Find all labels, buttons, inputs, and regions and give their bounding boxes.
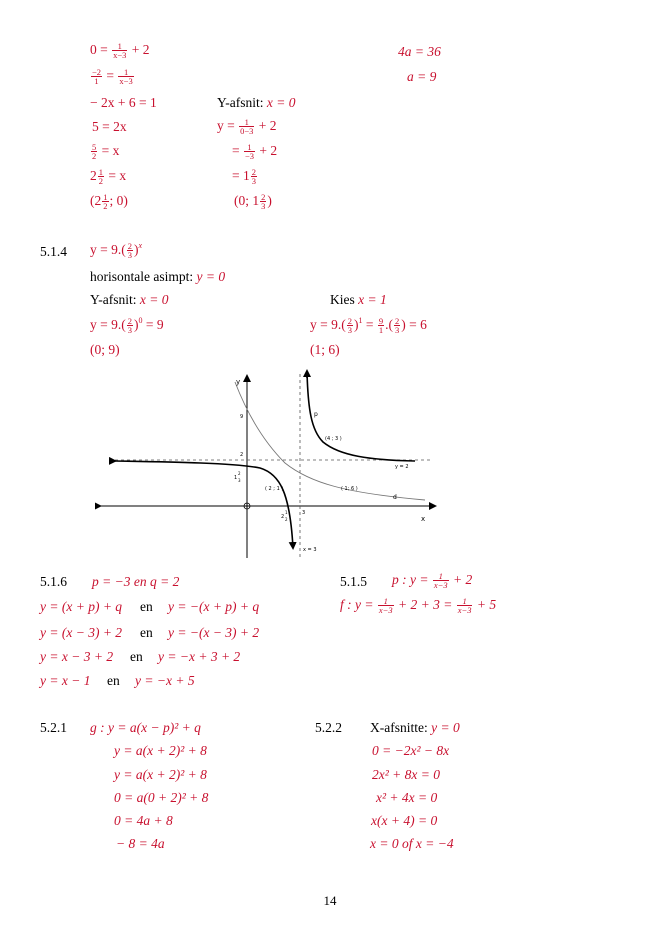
label-point-16: ( 1; 6 ): [341, 486, 358, 492]
line-5-1-6-b4: y = −x + 5: [135, 673, 195, 688]
line-5-1-6-b3: y = −x + 3 + 2: [158, 649, 241, 664]
section-5-1-5-line2: f : y = $\frac{1}{x-3}$ + 2 + 3 = $\frac{1}{x-3}$ + 5: [340, 596, 497, 616]
eq-line-1: 0 = $\frac{1}{x-3}$ + 2: [90, 41, 150, 61]
line-5-1-6-en2: en: [140, 625, 153, 640]
asimpt-line: horisontale asimpt: y = 0: [90, 269, 226, 284]
line-5-1-6-en3: en: [130, 649, 143, 664]
yafsnit-point: (0; 1 $\frac{2}{3}$ ): [234, 192, 272, 212]
line-5-1-6-a3: y = x − 3 + 2: [40, 649, 114, 664]
section-number-5-1-6: 5.1.6: [40, 574, 67, 589]
eq-line-3: − 2x + 6 = 1: [90, 95, 157, 110]
label-half-num: 1: [285, 510, 288, 515]
label-x-eq-3: x = 3: [303, 547, 317, 553]
line-5-2-2-3: x² + 4x = 0: [376, 790, 438, 805]
label-point-43: (4 ; 3 ): [325, 436, 342, 442]
label-two-thirds-den: 3: [238, 478, 241, 483]
label-two-half: 2: [281, 514, 285, 520]
line-5-1-6-b2: y = −(x − 3) + 2: [168, 625, 260, 640]
label-p: p: [314, 411, 318, 418]
section-number-5-1-5: 5.1.5: [340, 574, 367, 589]
point-1-6: (1; 6): [310, 342, 340, 357]
right-eq-1: 4a = 36: [398, 44, 441, 59]
eq-line-5: $\frac{5}{2}$ = x: [92, 142, 120, 162]
label-one-two-thirds: 1: [234, 475, 238, 481]
label-half-den: 2: [285, 517, 288, 522]
label-y-axis: y: [236, 378, 241, 386]
label-y-eq-2: y = 2: [395, 464, 409, 470]
line-5-1-6-a1: y = (x + p) + q: [40, 599, 123, 614]
label-nine: 9: [240, 414, 244, 420]
line-5-1-6-en1: en: [140, 599, 153, 614]
line-5-1-6-a2: y = (x − 3) + 2: [40, 625, 123, 640]
yafsnit-label-2: Y-afsnit: x = 0: [90, 292, 169, 307]
label-x-axis: x: [421, 515, 426, 523]
section-5-1-4-equation: y = 9.( $\frac{2}{3}$ )$^x$: [90, 241, 143, 261]
line-5-1-6-b1: y = −(x + p) + q: [168, 599, 260, 614]
section-number-5-2-1: 5.2.1: [40, 720, 67, 735]
line-5-2-2-5: x = 0 of x = −4: [370, 836, 454, 851]
line-5-2-1-4: 0 = a(0 + 2)² + 8: [114, 790, 209, 805]
point-0-9: (0; 9): [90, 342, 120, 357]
yafsnit-eq-3: = 1 $\frac{2}{3}$: [232, 167, 256, 187]
y0-equation: y = 9.( $\frac{2}{3}$ )$^0$ = 9: [90, 316, 164, 336]
yafsnit-eq-2: = $\frac{1}{-3}$ + 2: [232, 142, 278, 162]
label-two: 2: [240, 452, 244, 458]
line-5-1-6-a4: y = x − 1: [40, 673, 91, 688]
section-number-5-2-2: 5.2.2: [315, 720, 342, 735]
section-number-5-1-4: 5.1.4: [40, 244, 67, 259]
line-5-2-2-4: x(x + 4) = 0: [371, 813, 438, 828]
line-5-2-1-5: 0 = 4a + 8: [114, 813, 173, 828]
eq-line-7: (2 $\frac{1}{2}$ ; 0): [90, 192, 128, 212]
section-5-1-5-line1: p : y = $\frac{1}{x-3}$ + 2: [392, 571, 473, 591]
line-5-2-1-3: y = a(x + 2)² + 8: [114, 767, 207, 782]
eq-line-2: $\frac{-2}{1}$ = $\frac{1}{x-3}$: [92, 67, 133, 87]
line-5-2-2-2: 2x² + 8x = 0: [372, 767, 441, 782]
eq-line-4: 5 = 2x: [92, 119, 127, 134]
curve-p-left: [115, 461, 293, 548]
label-point-21: ( 2 ; 1 ): [265, 486, 284, 492]
line-5-2-1-1: g : y = a(x − p)² + q: [90, 720, 201, 735]
eq-line-6: 2 $\frac{1}{2}$ = x: [90, 167, 127, 187]
kies-line: Kies x = 1: [330, 292, 387, 307]
y1-equation: y = 9.( $\frac{2}{3}$ )$^1$ = $\frac{9}{1}$ .( $\frac{2}{3}$ ) = 6: [310, 316, 427, 336]
function-graph: [95, 368, 445, 563]
line-5-2-2-1: 0 = −2x² − 8x: [372, 743, 450, 758]
line-5-1-6-en4: en: [107, 673, 120, 688]
page-number: 14: [323, 893, 337, 908]
line-5-2-1-6: − 8 = 4a: [116, 836, 165, 851]
label-d: d: [393, 494, 397, 501]
line-5-2-1-2: y = a(x + 2)² + 8: [114, 743, 207, 758]
right-eq-2: a = 9: [407, 69, 437, 84]
label-two-thirds-num: 2: [238, 471, 241, 476]
yafsnit-label-1: Y-afsnit: x = 0: [217, 95, 296, 110]
curve-p-right: [307, 372, 415, 461]
yafsnit-eq-1: y = $\frac{1}{0-3}$ + 2: [217, 117, 277, 137]
x-afsnitte-line: X-afsnitte: y = 0: [370, 720, 460, 735]
label-three: 3: [302, 510, 306, 516]
section-5-1-6-line1: p = −3 en q = 2: [92, 574, 180, 589]
